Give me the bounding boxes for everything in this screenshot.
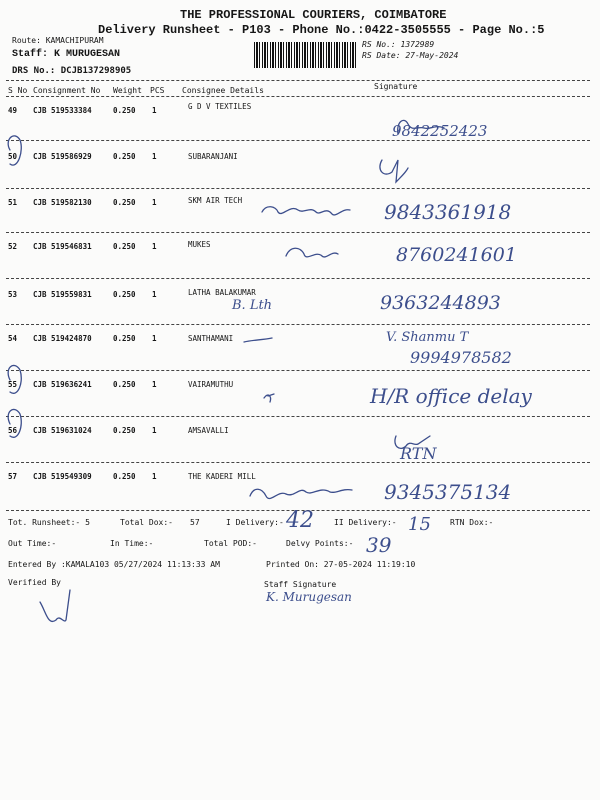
row-consignment: CJB 519631024 <box>33 426 92 435</box>
col-signature: Signature <box>374 82 418 91</box>
barcode <box>254 42 358 68</box>
ii-delivery-value: 15 <box>408 514 431 535</box>
row-weight: 0.250 <box>113 106 136 115</box>
total-dox-value: 57 <box>190 518 200 527</box>
col-weight: Weight <box>113 86 142 95</box>
out-time-label: Out Time:- <box>8 539 57 548</box>
mark-54 <box>244 338 272 342</box>
row-consignee: THE KADERI MILL <box>188 472 256 481</box>
delvy-points-label: Delvy Points:- <box>286 539 354 548</box>
row-signature: RTN <box>400 444 437 463</box>
entered-by: Entered By :KAMALA103 05/27/2024 11:13:33 AM <box>8 560 220 569</box>
printed-on: Printed On: 27-05-2024 11:19:10 <box>266 560 416 569</box>
in-time-label: In Time:- <box>110 539 154 548</box>
row-pcs: 1 <box>152 426 157 435</box>
col-pcs: PCS <box>150 86 165 95</box>
row-sno: 53 <box>8 290 18 299</box>
route-label: Route: KAMACHIPURAM <box>12 36 104 45</box>
row-consignment: CJB 519424870 <box>33 334 92 343</box>
row-sno: 55 <box>8 380 18 389</box>
sig-tamil-51 <box>262 207 350 215</box>
rs-number: RS No.: 1372989 <box>362 40 435 49</box>
row-weight: 0.250 <box>113 380 136 389</box>
row-signature: 9345375134 <box>384 480 512 504</box>
row-pcs: 1 <box>152 198 157 207</box>
row-consignee: VAIRAMUTHU <box>188 380 234 389</box>
tot-runsheet: Tot. Runsheet:- 5 <box>8 518 90 527</box>
runsheet-subtitle: Delivery Runsheet - P103 - Phone No.:0422-3505555 - Page No.:5 <box>98 23 545 37</box>
verified-by-label: Verified By <box>8 578 61 587</box>
row-consignee: LATHA BALAKUMAR <box>188 288 256 297</box>
row-consignment: CJB 519546831 <box>33 242 92 251</box>
row-signature-name: V. Shanmu T <box>386 330 469 345</box>
row-sno: 52 <box>8 242 18 251</box>
row-consignment: CJB 519559831 <box>33 290 92 299</box>
staff-signature-value: K. Murugesan <box>266 590 352 604</box>
row-pcs: 1 <box>152 472 157 481</box>
staff-signature-label: Staff Signature <box>264 580 337 589</box>
row-signature: 9843361918 <box>384 200 512 224</box>
divider <box>6 96 590 97</box>
row-sno: 49 <box>8 106 18 115</box>
total-dox-label: Total Dox:- <box>120 518 173 527</box>
row-consignment: CJB 519582130 <box>33 198 92 207</box>
sig-57 <box>250 489 352 498</box>
row-weight: 0.250 <box>113 198 136 207</box>
row-pcs: 1 <box>152 152 157 161</box>
mark-55 <box>264 394 274 402</box>
row-consignment: CJB 519586929 <box>33 152 92 161</box>
row-consignee: AMSAVALLI <box>188 426 229 435</box>
sig-tamil-52 <box>286 248 338 257</box>
rs-date: RS Date: 27-May-2024 <box>362 51 459 60</box>
company-title: THE PROFESSIONAL COURIERS, COIMBATORE <box>180 8 447 22</box>
row-consignee: MUKES <box>188 240 211 249</box>
col-sno: S No <box>8 86 28 95</box>
i-delivery-label: I Delivery:- <box>226 518 284 527</box>
row-pcs: 1 <box>152 106 157 115</box>
divider <box>6 80 590 81</box>
col-consignment: Consignment No <box>33 86 101 95</box>
row-consignee: SKM AIR TECH <box>188 196 243 205</box>
row-weight: 0.250 <box>113 472 136 481</box>
row-consignment: CJB 519533384 <box>33 106 92 115</box>
verified-sig <box>40 590 70 621</box>
row-weight: 0.250 <box>113 426 136 435</box>
ii-delivery-label: II Delivery:- <box>334 518 397 527</box>
row-weight: 0.250 <box>113 334 136 343</box>
row-sno: 57 <box>8 472 18 481</box>
delvy-points-value: 39 <box>366 533 392 557</box>
row-consignment: CJB 519636241 <box>33 380 92 389</box>
row-pcs: 1 <box>152 334 157 343</box>
row-consignee: G D V TEXTILES <box>188 102 252 111</box>
row-sno: 56 <box>8 426 18 435</box>
sig-scribble-50 <box>380 160 408 182</box>
row-weight: 0.250 <box>113 152 136 161</box>
row-consignee-mark: B. Lth <box>232 298 273 313</box>
col-consignee: Consignee Details <box>182 86 264 95</box>
drs-label: DRS No.: DCJB137298905 <box>12 66 132 76</box>
row-weight: 0.250 <box>113 242 136 251</box>
row-consignee: SUBARANJANI <box>188 152 238 161</box>
i-delivery-value: 42 <box>286 508 314 533</box>
row-signature: H/R office delay <box>370 384 532 408</box>
row-signature: 8760241601 <box>396 244 517 266</box>
row-pcs: 1 <box>152 290 157 299</box>
row-signature: 9363244893 <box>380 292 501 314</box>
row-signature: 9994978582 <box>410 348 512 367</box>
row-weight: 0.250 <box>113 290 136 299</box>
row-sno: 54 <box>8 334 18 343</box>
row-signature: 9842252423 <box>392 122 488 140</box>
staff-label: Staff: K MURUGESAN <box>12 49 121 60</box>
row-consignment: CJB 519549309 <box>33 472 92 481</box>
row-pcs: 1 <box>152 380 157 389</box>
row-pcs: 1 <box>152 242 157 251</box>
row-sno: 51 <box>8 198 18 207</box>
row-sno: 50 <box>8 152 18 161</box>
row-consignee: SANTHAMANI <box>188 334 234 343</box>
rtn-dox-label: RTN Dox:- <box>450 518 494 527</box>
total-pod-label: Total POD:- <box>204 539 257 548</box>
